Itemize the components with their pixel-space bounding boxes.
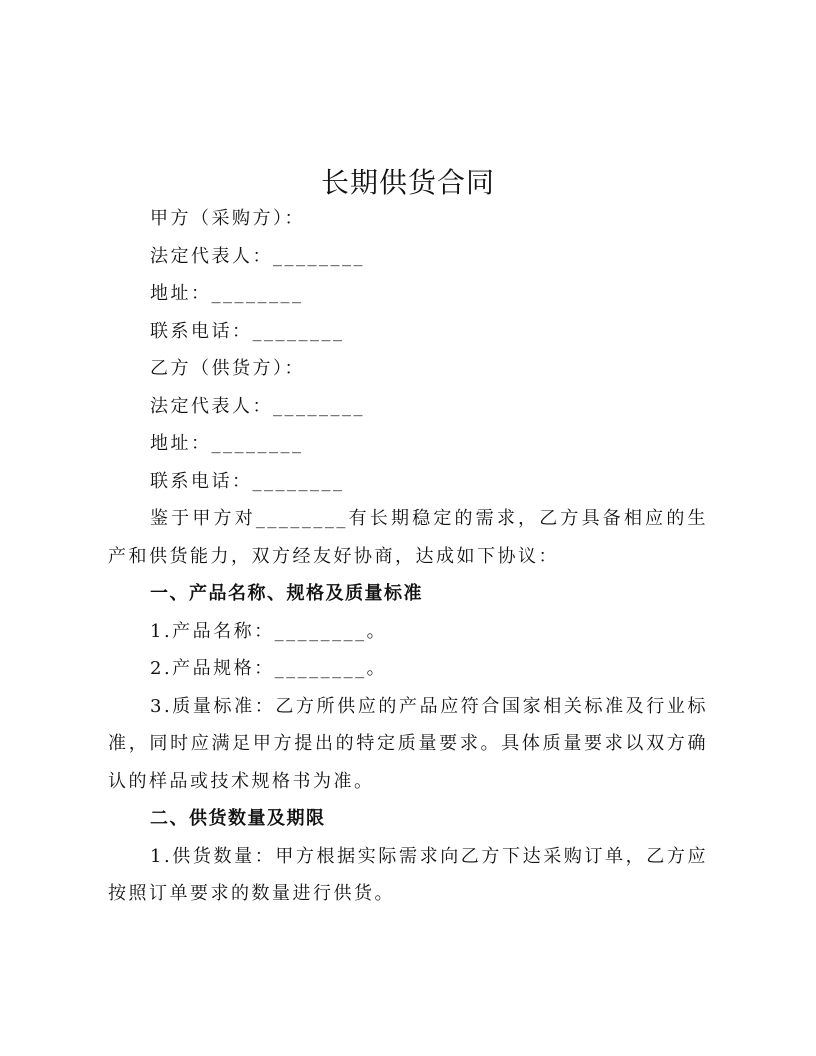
product-spec-clause: 2.产品规格：________。: [150, 658, 388, 679]
document-title: 长期供货合同: [320, 165, 495, 199]
party-a-label: 甲方（采购方）：: [150, 208, 305, 229]
quality-standard-clause: 3.质量标准：乙方所供应的产品应符合国家相关标准及行业标准，同时应满足甲方提出的特定质量要求。具体质量要求以双方确认的样品或技术规格书为准。: [108, 695, 708, 792]
document-body: [108, 200, 708, 913]
party-a-representative: 法定代表人：________: [150, 245, 365, 267]
party-b-address: 地址：________: [150, 433, 304, 454]
section-heading-2: 二、供货数量及期限: [150, 808, 326, 829]
section-heading-1: 一、产品名称、规格及质量标准: [150, 583, 423, 604]
party-b-label: 乙方（供货方）：: [150, 358, 305, 379]
party-a-phone: 联系电话：________: [150, 320, 345, 342]
preamble-paragraph: 鉴于甲方对________有长期稳定的需求，乙方具备相应的生产和供货能力，双方经友好协商，达成如下协议：: [108, 508, 708, 567]
party-b-representative: 法定代表人：________: [150, 395, 365, 417]
supply-quantity-clause: 1.供货数量：甲方根据实际需求向乙方下达采购订单，乙方应按照订单要求的数量进行供货。: [108, 845, 708, 904]
party-a-address: 地址：________: [150, 283, 304, 304]
product-name-clause: 1.产品名称：________。: [150, 620, 388, 642]
party-b-phone: 联系电话：________: [150, 470, 345, 492]
